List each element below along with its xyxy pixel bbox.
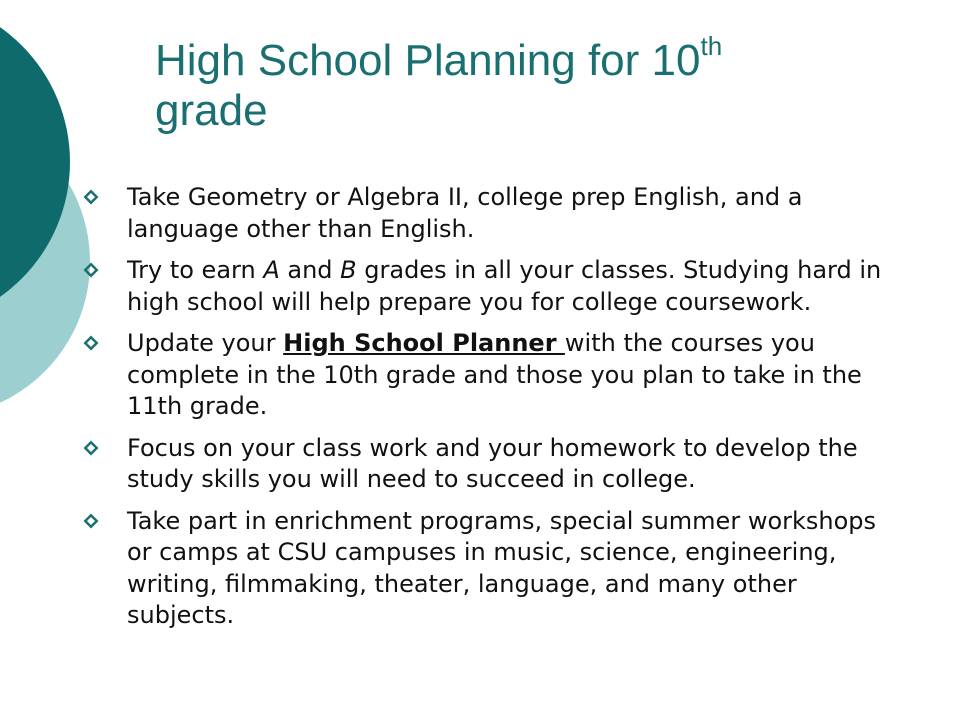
bullet-item-enrichment [82, 506, 902, 632]
bullet-text-prefix: Update your [127, 329, 284, 357]
diamond-outline-icon [82, 261, 100, 279]
diamond-outline-icon [82, 334, 100, 352]
bullet-item-study-skills [82, 433, 902, 496]
diamond-outline-icon [82, 512, 100, 530]
bullet-item-planner [82, 328, 902, 423]
bullet-text: Focus on your class work and your homework to develop the study skills you will need to succeed in college. [127, 433, 858, 493]
title-main: High School Planning for 10 [155, 36, 701, 85]
bullet-item-grades [82, 255, 902, 318]
grade-a: A [263, 256, 280, 284]
diamond-outline-icon [82, 188, 100, 206]
diamond-outline-icon [82, 439, 100, 457]
bullet-text-middle: and [279, 256, 341, 284]
bullet-item-courses [82, 182, 902, 245]
bullet-text-suffix: with the courses you complete in the 10th grade and those you plan to take in the 11th grade. [127, 329, 862, 420]
title-superscript: th [700, 31, 723, 62]
grade-b: B [340, 256, 357, 284]
bullet-text: Take Geometry or Algebra II, college prep English, and a language other than English. [127, 183, 803, 243]
high-school-planner-link[interactable]: High School Planner [283, 329, 565, 357]
bullet-text: Take part in enrichment programs, special summer workshops or camps at CSU campuses in music, science, engineering, writing, filmmaking, theater, language, and many other subjects. [127, 506, 877, 629]
bullet-list [82, 182, 902, 642]
bullet-text-suffix: grades in all your classes. Studying hard in high school will help prepare you for college coursework. [127, 256, 882, 316]
title-line2: grade [155, 86, 268, 135]
bullet-text-prefix: Try to earn [127, 256, 264, 284]
slide-title [155, 31, 915, 136]
